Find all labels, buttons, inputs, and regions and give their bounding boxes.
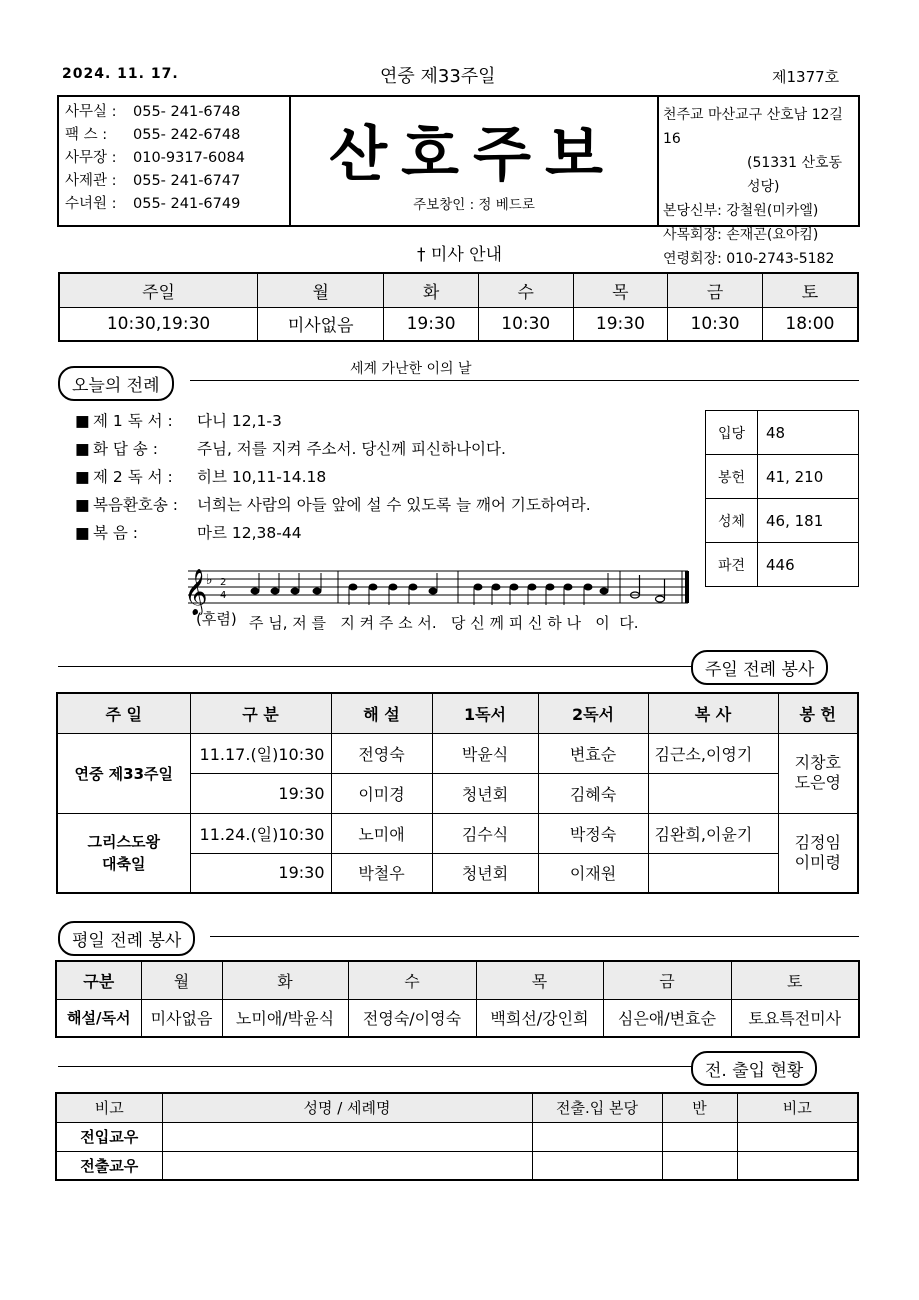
reading1: 청년회 <box>432 853 538 893</box>
list-item: ■ 제 1 독 서 : 다니 12,1-3 <box>75 407 591 435</box>
commentary: 노미애 <box>331 813 432 853</box>
stat-value: 446 <box>758 543 859 587</box>
svg-text:♭: ♭ <box>206 572 213 588</box>
header-cell: 비고 <box>737 1093 858 1122</box>
reading-text: 다니 12,1-3 <box>197 412 282 430</box>
header-cell: 복 사 <box>648 693 778 733</box>
time-cell: 19:30 <box>384 307 479 341</box>
table-row <box>706 455 859 499</box>
table-row <box>56 1093 858 1122</box>
reading1: 청년회 <box>432 773 538 813</box>
row-label: 해설/독서 <box>56 999 141 1037</box>
table-row <box>706 543 859 587</box>
table-row <box>56 961 859 999</box>
reading-text: 마르 12,38-44 <box>197 524 302 542</box>
table-row <box>59 307 858 341</box>
service-time: 19:30 <box>190 853 331 893</box>
header-cell: 성명 / 세례명 <box>162 1093 532 1122</box>
contact-row <box>65 147 283 170</box>
reading-label: 제 2 독 서 : <box>93 468 173 486</box>
time-cell: 10:30,19:30 <box>59 307 258 341</box>
contact-label: 사무장 : <box>65 150 117 166</box>
commentary: 박철우 <box>331 853 432 893</box>
transfer-title: 전. 출입 현황 <box>691 1051 817 1086</box>
header-cell: 주 일 <box>57 693 190 733</box>
sunday-name: 연중 제33주일 <box>57 733 190 813</box>
title-block <box>291 97 657 225</box>
publisher: 주보창인 : 정 베드로 <box>413 197 535 213</box>
readings-list <box>75 407 591 547</box>
header-cell: 봉 헌 <box>778 693 858 733</box>
table-row <box>56 999 859 1037</box>
stats-table <box>705 410 859 587</box>
header-cell: 비고 <box>56 1093 162 1122</box>
table-row <box>56 1151 858 1180</box>
server: 김완희,이윤기 <box>648 813 778 853</box>
weekday-cell: 전영숙/이영숙 <box>348 999 476 1037</box>
stat-label: 성체 <box>706 499 758 543</box>
mass-guide-title: † 미사 안내 <box>417 245 502 265</box>
time-cell: 10:30 <box>478 307 573 341</box>
transfer-table <box>55 1092 859 1181</box>
table-row <box>57 693 858 733</box>
header-cell: 수 <box>348 961 476 999</box>
header-cell: 월 <box>141 961 222 999</box>
contact-label: 수녀원 : <box>65 196 117 212</box>
weekday-cell: 백희선/강인희 <box>476 999 603 1037</box>
table-row <box>706 499 859 543</box>
reading2: 변효순 <box>538 733 648 773</box>
day-cell: 월 <box>258 273 384 307</box>
reading2: 이재원 <box>538 853 648 893</box>
header-cell: 해 설 <box>331 693 432 733</box>
reading2: 박정숙 <box>538 813 648 853</box>
row-label: 전입교우 <box>56 1122 162 1151</box>
header-cell: 전출.입 본당 <box>532 1093 662 1122</box>
contact-label: 팩 스 : <box>65 127 108 143</box>
contact-row <box>65 170 283 193</box>
reading-label: 복 음 : <box>93 524 139 542</box>
reading1: 김수식 <box>432 813 538 853</box>
sunday-name: 그리스도왕 대축일 <box>57 813 190 893</box>
memorial-president: 연령회장: 010-2743-5182 <box>663 251 835 267</box>
day-cell: 금 <box>668 273 763 307</box>
service-time: 11.24.(일)10:30 <box>190 813 331 853</box>
list-item: ■ 복 음 : 마르 12,38-44 <box>75 519 591 547</box>
contact-value: 055- 241-6748 <box>133 104 241 120</box>
weekday-cell: 미사없음 <box>141 999 222 1037</box>
contact-row <box>65 101 283 124</box>
list-item: ■ 화 답 송 : 주님, 저를 지켜 주소서. 당신께 피신하나이다. <box>75 435 591 463</box>
church-address: 천주교 마산교구 산호남 12길 16 <box>663 107 843 147</box>
church-info <box>657 97 858 267</box>
svg-text:𝄞: 𝄞 <box>184 569 208 615</box>
church-postal: (51331 산호동 성당) <box>747 155 843 195</box>
server <box>648 853 778 893</box>
day-cell: 주일 <box>59 273 258 307</box>
pastor: 본당신부: 강철원(미카엘) <box>663 203 819 219</box>
table-row <box>59 273 858 307</box>
time-cell: 18:00 <box>762 307 858 341</box>
stat-value: 48 <box>758 411 859 455</box>
commentary: 전영숙 <box>331 733 432 773</box>
paper-name: 산호주보 <box>329 120 617 190</box>
time-cell: 10:30 <box>668 307 763 341</box>
week-title: 연중 제33주일 <box>380 66 496 87</box>
stat-label: 봉헌 <box>706 455 758 499</box>
time-cell: 미사없음 <box>258 307 384 341</box>
table-row <box>57 733 858 773</box>
reading-text: 너희는 사람의 아들 앞에 설 수 있도록 늘 깨어 기도하여라. <box>197 496 591 514</box>
header-cell: 구 분 <box>190 693 331 733</box>
reading-label: 복음환호송 : <box>93 496 179 514</box>
reading-label: 화 답 송 : <box>93 440 158 458</box>
table-row <box>706 411 859 455</box>
refrain-label: (후렴) <box>196 610 237 628</box>
issue-date: 2024. 11. 17. <box>62 66 179 82</box>
time-cell: 19:30 <box>573 307 668 341</box>
sunday-service-title: 주일 전례 봉사 <box>691 650 828 685</box>
service-time: 11.17.(일)10:30 <box>190 733 331 773</box>
contact-value: 055- 241-6747 <box>133 173 241 189</box>
sunday-service-table <box>56 692 859 894</box>
stat-value: 46, 181 <box>758 499 859 543</box>
divider <box>210 936 859 937</box>
header-cell: 구분 <box>56 961 141 999</box>
stat-label: 파견 <box>706 543 758 587</box>
issue-number: 제1377호 <box>772 68 840 86</box>
header-cell: 1독서 <box>432 693 538 733</box>
table-row <box>57 813 858 853</box>
server: 김근소,이영기 <box>648 733 778 773</box>
header-cell: 목 <box>476 961 603 999</box>
contact-label: 사제관 : <box>65 173 117 189</box>
contact-row <box>65 193 283 216</box>
refrain-music-staff <box>180 565 695 615</box>
contact-label: 사무실 : <box>65 104 117 120</box>
reading2: 김혜숙 <box>538 773 648 813</box>
weekday-service-table <box>55 960 860 1038</box>
mass-schedule-table <box>58 272 859 342</box>
stat-label: 입당 <box>706 411 758 455</box>
day-cell: 수 <box>478 273 573 307</box>
table-row <box>56 1122 858 1151</box>
day-cell: 화 <box>384 273 479 307</box>
reading-text: 주님, 저를 지켜 주소서. 당신께 피신하나이다. <box>197 440 506 458</box>
header-cell: 토 <box>731 961 859 999</box>
council-president: 사목회장: 손재곤(요아킴) <box>663 227 819 243</box>
divider <box>58 666 698 667</box>
list-item: ■ 복음환호송 : 너희는 사람의 아들 앞에 설 수 있도록 늘 깨어 기도하여라. <box>75 491 591 519</box>
svg-text:4: 4 <box>220 590 227 601</box>
svg-text:2: 2 <box>220 577 227 588</box>
contact-row <box>65 124 283 147</box>
contact-value: 055- 241-6749 <box>133 196 241 212</box>
list-item: ■ 제 2 독 서 : 히브 10,11-14.18 <box>75 463 591 491</box>
header-cell: 금 <box>603 961 731 999</box>
contact-value: 055- 242-6748 <box>133 127 241 143</box>
reading-label: 제 1 독 서 : <box>93 412 173 430</box>
reading1: 박윤식 <box>432 733 538 773</box>
weekday-service-title: 평일 전례 봉사 <box>58 921 195 956</box>
liturgy-section-title: 오늘의 전례 <box>58 366 174 401</box>
contact-value: 010-9317-6084 <box>133 150 245 166</box>
day-cell: 토 <box>762 273 858 307</box>
contact-list <box>59 97 291 225</box>
header-cell: 2독서 <box>538 693 648 733</box>
day-cell: 목 <box>573 273 668 307</box>
liturgy-theme: 세계 가난한 이의 날 <box>350 361 472 377</box>
divider <box>58 1066 698 1067</box>
service-time: 19:30 <box>190 773 331 813</box>
row-label: 전출교우 <box>56 1151 162 1180</box>
offering: 지창호 도은영 <box>778 733 858 813</box>
offering: 김정임 이미령 <box>778 813 858 893</box>
header-cell: 화 <box>222 961 348 999</box>
stat-value: 41, 210 <box>758 455 859 499</box>
divider <box>190 380 859 381</box>
weekday-cell: 토요특전미사 <box>731 999 859 1037</box>
reading-text: 히브 10,11-14.18 <box>197 468 327 486</box>
refrain-lyrics: 주 님, 저 를 지 켜 주 소 서. 당 신 께 피 신 하 나 이 다. <box>249 614 639 632</box>
weekday-cell: 노미애/박윤식 <box>222 999 348 1037</box>
header-cell: 반 <box>662 1093 737 1122</box>
commentary: 이미경 <box>331 773 432 813</box>
server <box>648 773 778 813</box>
weekday-cell: 심은애/변효순 <box>603 999 731 1037</box>
